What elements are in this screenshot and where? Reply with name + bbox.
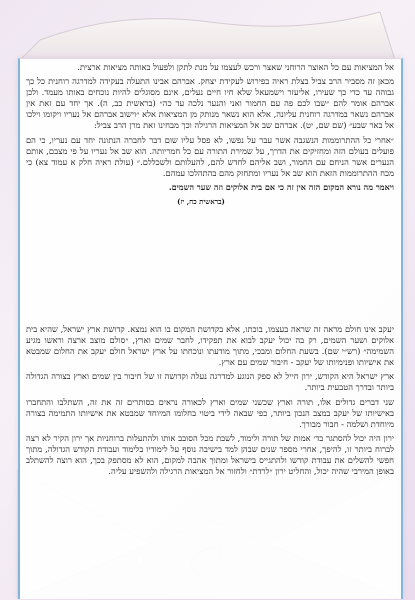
paragraph-akeda: מכאן זה מסביר הרב צביל בצלת ראיה בפירוש לעקידת יצחק. אברהם אבינו התעלה בעקידה למדרגה רוחנית כל כך גבוהה עד כדי כך שעירו, אליעזר וישמעאל שלא חיו חיים נעלים, אינם מסוגלים להיות נוכחים באותו מעמד. ולכן אברהם אומר להם ״שבו לכם פה עם החמור ואני והנער נלכה עד כה״ (בראשית כב, ה). אך יחד עם זאת אין אברהם נשאר במדרגה רוחנית עליונה, אלא הוא נשאר מנותק מן המציאות אלא ״וישוב אברהם אל נעריו ויקומו וילכו אל באר שבע״ (שם שם, יט). אברהם שב אל המציאות הרגילה וכך מבחינו זאת מרן הרב צביל:: [26, 76, 394, 131]
paragraph-rav-quote: ״אחרי כל ההתרוממות הנשגבה אשר עבר על נפשו, לא פסל עליו שום דבר לחברה הנתונה יחד עם נעריו, כי הם פועלים בעולם הזה ומחזיקים את הדרך, על שמירת התורה עם כל חמריותה. הוא שב אל נעריו על פי מצבם, אותם הנערים אשר הניחם עם החמור, ושב אליהם לחדש להם, להעלותם ולשכללם.״ (עולת ראיה חלק א עמוד צא) כי מכח ההתרוממות הזאת הוא שב אל נעריו ומתחזק מהם בהתהלכו עמהם.: [26, 134, 394, 178]
verse-source: (בראשית כח, יז): [177, 197, 225, 207]
paragraph-yaron: ירון היה יכול להסתגר בד׳ אמות של תורה ולימוד, לשבת מכל הסובב אותו ולהתעלות ברוחניות אך ירון הקיר לא רצה לברוח ביותר זו, להיפך, אחרי מספר שנים שבהן למד בישיבה נוסף על לימודיו בלימוד ועבודת הקודש הגדולה, מתוך חפשי להשלים את עבודת קודשו ולהתגייס בישראל ומתוך אהבה למקום, הוא לא מסתפק בכך, הוא רוצה להשתלב באופן המירבי שהיה יכול, והחליט ירון ״לרדת״ ולחזור אל המציאות הרגילה ולהשפיע עליה.: [26, 432, 394, 477]
scroll-top-edge: [20, 12, 395, 60]
paragraph-eretz-israel: ארץ ישראל היא הקודש, ירון חייל לא ספק הנוגע למדרגה נעלה וקדושה זו של חיבור בין שמים וארץ בצורה הגדולה ביותר ובדרך הטבעית ביותר.: [26, 371, 394, 393]
bottom-text-section: [26, 324, 394, 480]
paragraph-torah-eretz: שני דברים גדולים אלו, תורה וארץ שכשני שמים וארץ לכאורה נראים כסותרים זה את זה, השתלבו והתחברו באישיותו של יעקב במצב הנכון ביותר, כפי שבאה לידי ביטוי בחלומו המיוחד שמבטא את אישיותו התמימה בצורה מיוחדת ושלמה - חבור מבורך.: [26, 396, 394, 429]
verse-quote: ויאמר מה נורא המקום הזה אין זה כי אם בית אלוקים וזה שער השמים.: [168, 181, 394, 192]
paragraph-yaakov: יעקב אינו חולם מראה זה שראה בעצמו, בוכתו, אלא בקדושת המקום בו הוא נמצא. קדושת ארץ ישראל, שהיא בית אלוקים ושער השמים, רק בה יכול יעקב לבוא את תפקידו, לחבר שמים וארץ, ״סולם מוצב ארצה וראשו מגיע השמימה״ (רש״י שם). בשעת החלום ומבכי, מתוך מודעתו ונוכחתו על ארץ ישראל חולם יעקב את החלום שמבטא את אישיותו ופנימיותו של יעקב - חיבור שמים עם ארץ.: [26, 324, 394, 368]
paragraph-intro: אל המציאות עם כל האוצר הרוחני שאצר ורכש לעצמו על מנת לתקן ולפעול באותה מציאות ארצית.: [77, 62, 394, 72]
top-text-section: [26, 62, 394, 207]
